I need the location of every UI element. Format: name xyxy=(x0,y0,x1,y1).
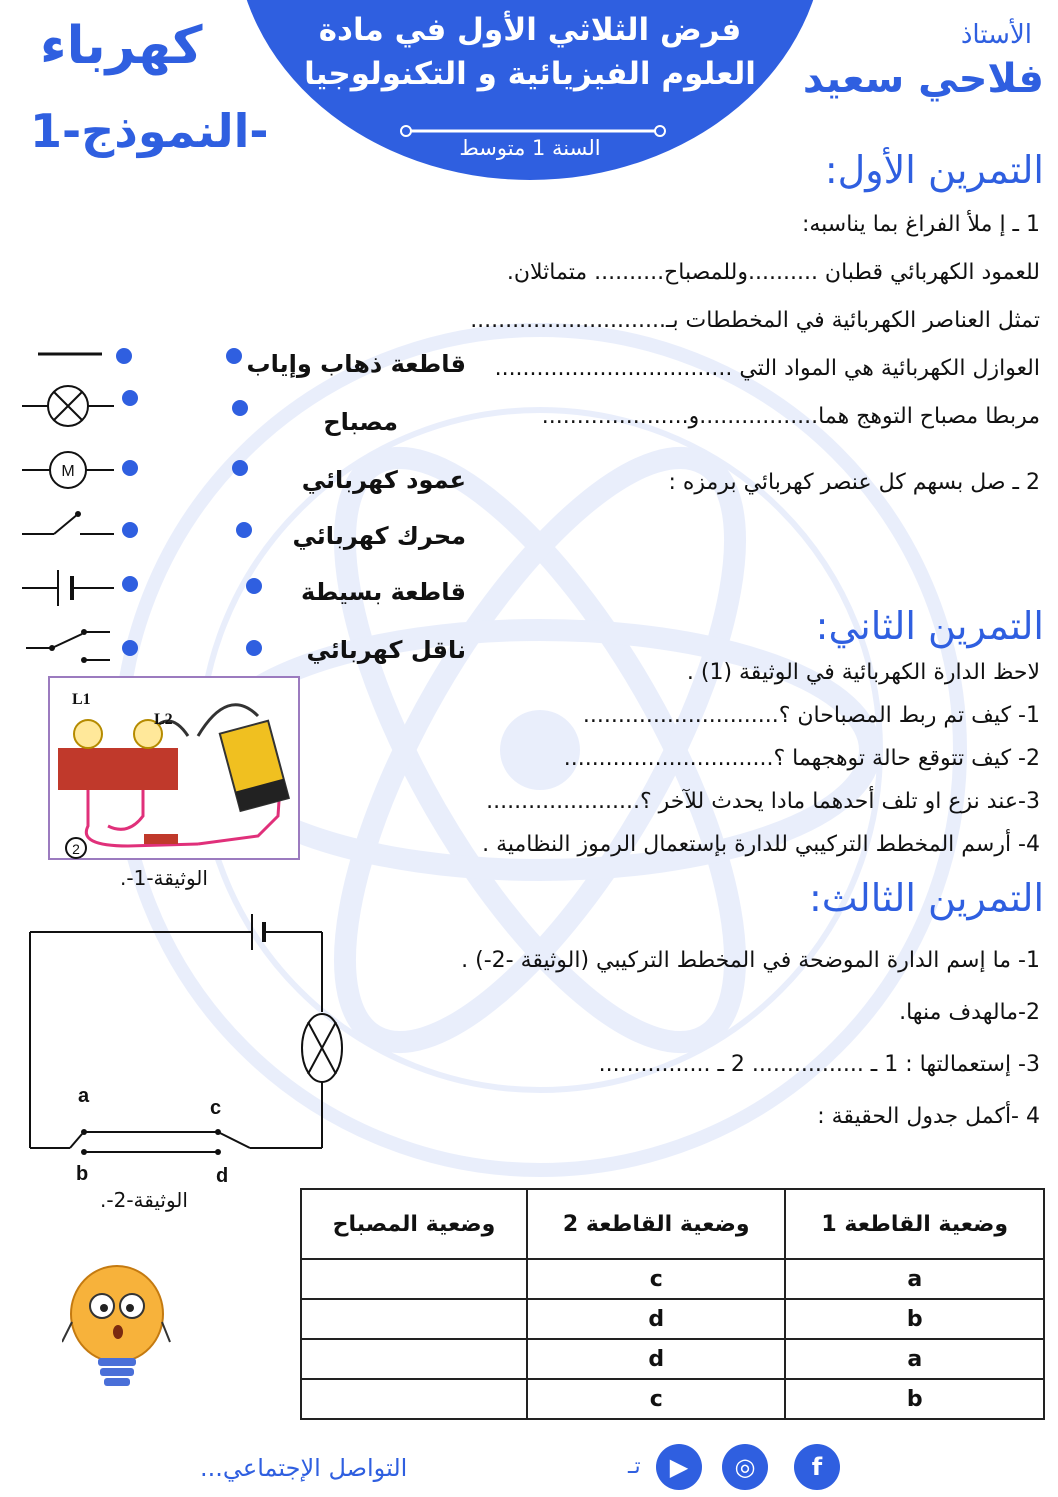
table-cell: c xyxy=(527,1379,786,1419)
table-row xyxy=(301,1339,1044,1379)
table-cell: b xyxy=(785,1299,1044,1339)
point-a-label: a xyxy=(78,1085,90,1107)
symbol-dot[interactable] xyxy=(122,576,138,592)
motor-symbol xyxy=(18,448,118,492)
truth-table xyxy=(300,1188,1045,1420)
table-cell: d xyxy=(527,1339,786,1379)
table-row xyxy=(301,1259,1044,1299)
lamp-L1-label: L1 xyxy=(72,691,91,708)
symbol-dot[interactable] xyxy=(116,348,132,364)
two-way-circuit-diagram xyxy=(20,896,350,1196)
component-dot[interactable] xyxy=(232,460,248,476)
two-way-switch-symbol xyxy=(24,622,114,668)
table-row xyxy=(301,1379,1044,1419)
battery-symbol xyxy=(18,566,118,610)
table-cell: a xyxy=(785,1259,1044,1299)
exam-title-line1: فرض الثلاثي الأول في مادة xyxy=(318,12,742,48)
column-header: وضعية القاطعة 2 xyxy=(527,1189,786,1259)
table-cell: c xyxy=(527,1259,786,1299)
ex2-question: 2- كيف تتوقع حالة توهجهما ؟.............................. xyxy=(563,746,1040,771)
ex2-question: 3-عند نزع او تلف أحدهما مادا يحدث للآخر ؟...................... xyxy=(486,789,1040,814)
column-header: وضعية المصباح xyxy=(301,1189,527,1259)
bulb-mascot-illustration xyxy=(62,1262,172,1402)
circuit-photo xyxy=(48,676,300,860)
component-dot[interactable] xyxy=(236,522,252,538)
footer-fragment: تـ xyxy=(628,1454,641,1479)
point-b-label: b xyxy=(76,1163,89,1185)
component-label: محرك كهربائي xyxy=(292,522,466,550)
component-label: عمود كهربائي xyxy=(301,466,466,494)
component-label: مصباح xyxy=(323,408,398,436)
component-label: ناقل كهربائي xyxy=(306,636,466,664)
component-label: قاطعة بسيطة xyxy=(301,578,466,606)
point-d-label: d xyxy=(216,1165,229,1187)
component-dot[interactable] xyxy=(232,400,248,416)
ex2-question: 1- كيف تم ربط المصباحان ؟............................ xyxy=(582,703,1040,728)
doc2-caption: الوثيقة-2-. xyxy=(100,1188,188,1212)
component-dot[interactable] xyxy=(246,578,262,594)
ex1-question1: 1 ـ إ ملأ الفراغ بما يناسبه: xyxy=(801,212,1040,237)
ex2-intro: لاحظ الدارة الكهربائية في الوثيقة (1) . xyxy=(686,660,1040,685)
ex1-question2: 2 ـ صل بسهم كل عنصر كهربائي برمزه : xyxy=(668,470,1040,495)
simple-switch-symbol xyxy=(18,504,118,544)
ex1-line: للعمود الكهربائي قطبان ..........وللمصباح.......... متماثلان. xyxy=(506,260,1040,285)
social-media-text: التواصل الإجتماعي... xyxy=(200,1454,408,1482)
motor-letter: M xyxy=(61,463,75,480)
component-dot[interactable] xyxy=(246,640,262,656)
component-dot[interactable] xyxy=(226,348,242,364)
wire-symbol xyxy=(30,344,110,364)
point-c-label: c xyxy=(210,1097,222,1119)
teacher-label: الأستاذ xyxy=(960,20,1032,50)
ex3-question: 4 -أكمل جدول الحقيقة : xyxy=(817,1104,1040,1129)
component-label: قاطعة ذهاب وإياب xyxy=(246,350,466,378)
ex1-line: العوازل الكهربائية هي المواد التي .................................. xyxy=(494,356,1040,381)
facebook-icon[interactable]: f xyxy=(794,1444,840,1490)
doc1-badge: 2 xyxy=(72,841,80,857)
table-cell[interactable] xyxy=(301,1339,527,1379)
ex1-line: تمثل العناصر الكهربائية في المخططات بـ............................ xyxy=(470,308,1040,333)
table-cell: d xyxy=(527,1299,786,1339)
doc1-caption: الوثيقة-1-. xyxy=(120,866,208,890)
exercise1-title: التمرين الأول: xyxy=(824,148,1044,192)
table-cell[interactable] xyxy=(301,1379,527,1419)
symbol-dot[interactable] xyxy=(122,460,138,476)
lamp-symbol xyxy=(18,378,118,434)
instagram-icon[interactable]: ◎ xyxy=(722,1444,768,1490)
table-cell: b xyxy=(785,1379,1044,1419)
symbol-dot[interactable] xyxy=(122,640,138,656)
topic-title: كهرباء xyxy=(40,16,203,76)
ex3-question: 1- ما إسم الدارة الموضحة في المخطط التركيبي (الوثيقة -2-) . xyxy=(461,948,1040,973)
exam-title-line2: العلوم الفيزيائية و التكنولوجيا xyxy=(304,56,756,92)
exercise2-title: التمرين الثاني: xyxy=(815,604,1044,648)
table-cell[interactable] xyxy=(301,1259,527,1299)
lamp-L2-label: L2 xyxy=(154,711,173,728)
ex2-question: 4- أرسم المخطط التركيبي للدارة بإستعمال الرموز النظامية . xyxy=(482,832,1040,857)
table-header-row xyxy=(301,1189,1044,1259)
model-title: النموذج-1- xyxy=(30,104,269,158)
ex3-question: 2-مالهدف منها. xyxy=(899,1000,1040,1025)
symbol-dot[interactable] xyxy=(122,390,138,406)
column-header: وضعية القاطعة 1 xyxy=(785,1189,1044,1259)
exercise3-title: التمرين الثالث: xyxy=(809,876,1044,920)
symbol-dot[interactable] xyxy=(122,522,138,538)
table-cell: a xyxy=(785,1339,1044,1379)
teacher-name: فلاحي سعيد xyxy=(802,56,1044,102)
table-row xyxy=(301,1299,1044,1339)
youtube-icon[interactable]: ▶ xyxy=(656,1444,702,1490)
ex3-question: 3- إستعمالتها : 1 ـ ................ 2 ـ ................ xyxy=(598,1052,1040,1077)
ex1-line: مربطا مصباح التوهج هما.................و..................... xyxy=(541,404,1040,429)
table-cell[interactable] xyxy=(301,1299,527,1339)
grade-level: السنة 1 متوسط xyxy=(459,136,601,160)
